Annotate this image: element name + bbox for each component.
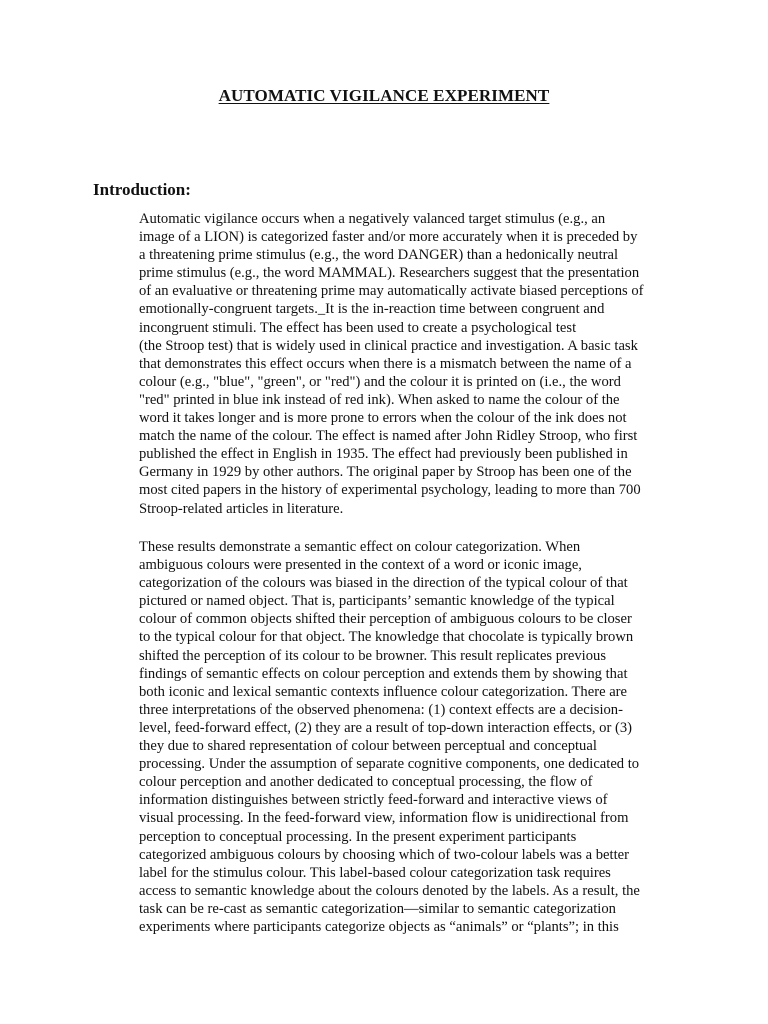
paragraph-line: "red" printed in blue ink instead of red ink). When asked to name the colour of the (139, 391, 620, 408)
paragraph-line: both iconic and lexical semantic contexts influence colour categorization. There are (139, 683, 628, 700)
paragraph-line: prime stimulus (e.g., the word MAMMAL). Researchers suggest that the presentation (139, 265, 640, 282)
paragraph-line: information distinguishes between strictly feed-forward and interactive views of (139, 792, 608, 809)
paragraph-line: perception to conceptual processing. In the present experiment participants (139, 828, 577, 845)
paragraph-line: experiments where participants categorize objects as “animals” or “plants”; in this (139, 918, 619, 935)
paragraph-2 (139, 538, 679, 936)
paragraph-line: a threatening prime stimulus (e.g., the word DANGER) than a hedonically neutral (139, 247, 619, 264)
paragraph-line: pictured or named object. That is, participants’ semantic knowledge of the typical (139, 593, 615, 610)
paragraph-line: ambiguous colours were presented in the context of a word or iconic image, (139, 557, 582, 574)
paragraph-line: of an evaluative or threatening prime may automatically activate biased perceptions of (139, 283, 644, 300)
paragraph-line: categorized ambiguous colours by choosing which of two-colour labels was a better (139, 846, 629, 863)
paragraph-line: published the effect in English in 1935. The effect had previously been published in (139, 446, 628, 463)
paragraph-line: findings of semantic effects on colour perception and extends them by showing that (139, 665, 628, 682)
paragraph-line: three interpretations of the observed phenomena: (1) context effects are a decision- (139, 701, 623, 718)
section-heading-introduction: Introduction: (93, 180, 191, 199)
paragraph-line: label for the stimulus colour. This label-based colour categorization task requires (139, 864, 611, 881)
paragraph-line: that demonstrates this effect occurs when there is a mismatch between the name of a (139, 355, 632, 372)
paragraph-line: colour of common objects shifted their perception of ambiguous colours to be closer (139, 611, 632, 628)
paragraph-line: Germany in 1929 by other authors. The original paper by Stroop has been one of the (139, 464, 632, 481)
paragraph-line: colour (e.g., "blue", "green", or "red") and the colour it is printed on (i.e., the word (139, 373, 621, 390)
paragraph-line: These results demonstrate a semantic effect on colour categorization. When (139, 539, 581, 555)
paragraph-line: access to semantic knowledge about the colours denoted by the labels. As a result, the (139, 882, 640, 899)
paragraph-line: most cited papers in the history of experimental psychology, leading to more than 700 (139, 482, 641, 499)
paragraph-line: visual processing. In the feed-forward view, information flow is unidirectional from (139, 810, 629, 827)
paragraph-line: (the Stroop test) that is widely used in clinical practice and investigation. A basic task (139, 337, 638, 354)
paragraph-line: incongruent stimuli. The effect has been used to create a psychological test (139, 319, 577, 336)
paragraph-line: to the typical colour for that object. The knowledge that chocolate is typically brown (139, 629, 634, 646)
paragraph-line: emotionally-congruent targets._It is the in-reaction time between congruent and (139, 301, 605, 318)
paragraph-line: processing. Under the assumption of separate cognitive components, one dedicated to (139, 756, 640, 773)
paragraph-line: categorization of the colours was biased in the direction of the typical colour of that (139, 575, 628, 592)
paragraph-line: Stroop-related articles in literature. (139, 500, 344, 517)
paragraph-line: match the name of the colour. The effect is named after John Ridley Stroop, who first (139, 428, 638, 445)
paragraph-line: level, feed-forward effect, (2) they are a result of top-down interaction effects, or (3) (139, 719, 632, 736)
paragraph-line: Automatic vigilance occurs when a negatively valanced target stimulus (e.g., an (139, 211, 606, 227)
paragraph-line: shifted the perception of its colour to be browner. This result replicates previous (139, 647, 607, 664)
paragraph-line: task can be re-cast as semantic categorization—similar to semantic categorization (139, 900, 616, 917)
paragraph-line: they due to shared representation of colour between perceptual and conceptual (139, 738, 597, 755)
paragraph-line: word it takes longer and is more prone to errors when the colour of the ink does not (139, 410, 627, 427)
paragraph-1 (139, 210, 679, 518)
paragraph-line: colour perception and another dedicated to conceptual processing, the flow of (139, 774, 593, 791)
paragraph-line: image of a LION) is categorized faster and/or more accurately when it is preceded by (139, 229, 638, 246)
document-title: AUTOMATIC VIGILANCE EXPERIMENT (218, 86, 550, 105)
